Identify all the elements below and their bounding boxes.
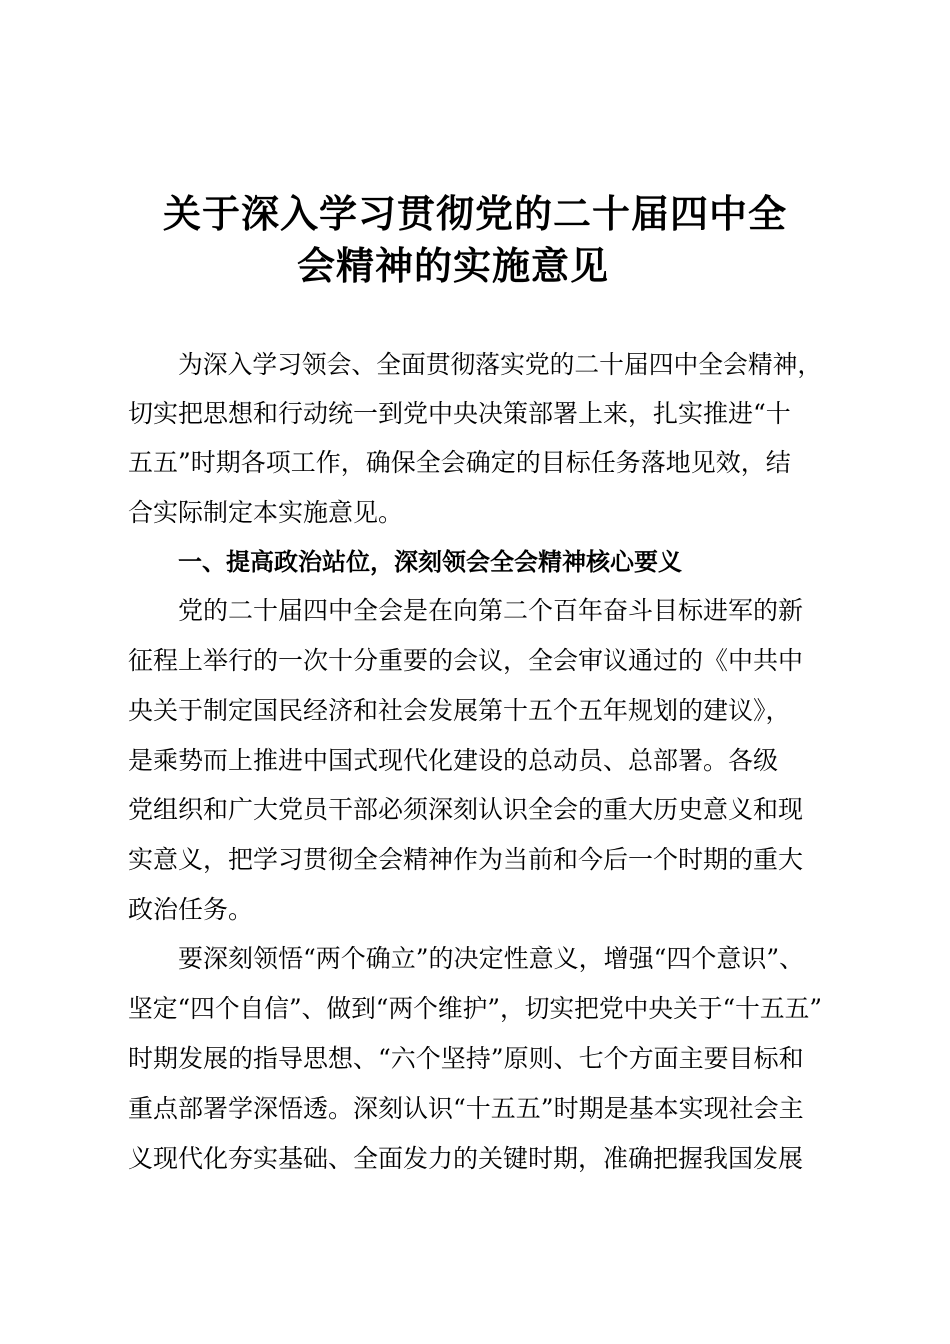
para2-line-4: 重点部署学深悟透。深刻认识“十五五”时期是基本实现社会主 — [128, 1094, 804, 1123]
para1-line-4: 是乘势而上推进中国式现代化建设的总动员、总部署。各级 — [128, 746, 779, 775]
para1-line-6: 实意义，把学习贯彻全会精神作为当前和今后一个时期的重大 — [128, 845, 804, 874]
para1-line-7: 政治任务。 — [128, 895, 254, 924]
para2-line-1: 要深刻领悟“两个确立”的决定性意义，增强“四个意识”、 — [178, 944, 805, 973]
intro-line-3: 五五”时期各项工作，确保全会确定的目标任务落地见效，结 — [128, 448, 791, 477]
para1-line-1: 党的二十届四中全会是在向第二个百年奋斗目标进军的新 — [178, 596, 804, 625]
intro-line-2: 切实把思想和行动统一到党中央决策部署上来，扎实推进“十 — [128, 399, 791, 428]
para2-line-5: 义现代化夯实基础、全面发力的关键时期，准确把握我国发展 — [128, 1144, 804, 1173]
section-heading-1: 一、提高政治站位，深刻领会全会精神核心要义 — [178, 548, 682, 576]
para2-line-3: 时期发展的指导思想、“六个坚持”原则、七个方面主要目标和 — [128, 1044, 804, 1073]
title-line-2: 会精神的实施意见 — [296, 244, 609, 288]
intro-line-4: 合实际制定本实施意见。 — [128, 498, 404, 527]
intro-line-1: 为深入学习领会、全面贯彻落实党的二十届四中全会精神， — [178, 350, 823, 379]
para1-line-5: 党组织和广大党员干部必须深刻认识全会的重大历史意义和现 — [128, 795, 804, 824]
para1-line-2: 征程上举行的一次十分重要的会议，全会审议通过的《中共中 — [128, 646, 804, 675]
document-title — [128, 188, 822, 292]
para2-line-2: 坚定“四个自信”、做到“两个维护”，切实把党中央关于“十五五” — [128, 994, 822, 1023]
para1-line-3: 央关于制定国民经济和社会发展第十五个五年规划的建议》， — [128, 696, 791, 725]
title-line-1: 关于深入学习贯彻党的二十届四中全 — [162, 192, 787, 236]
